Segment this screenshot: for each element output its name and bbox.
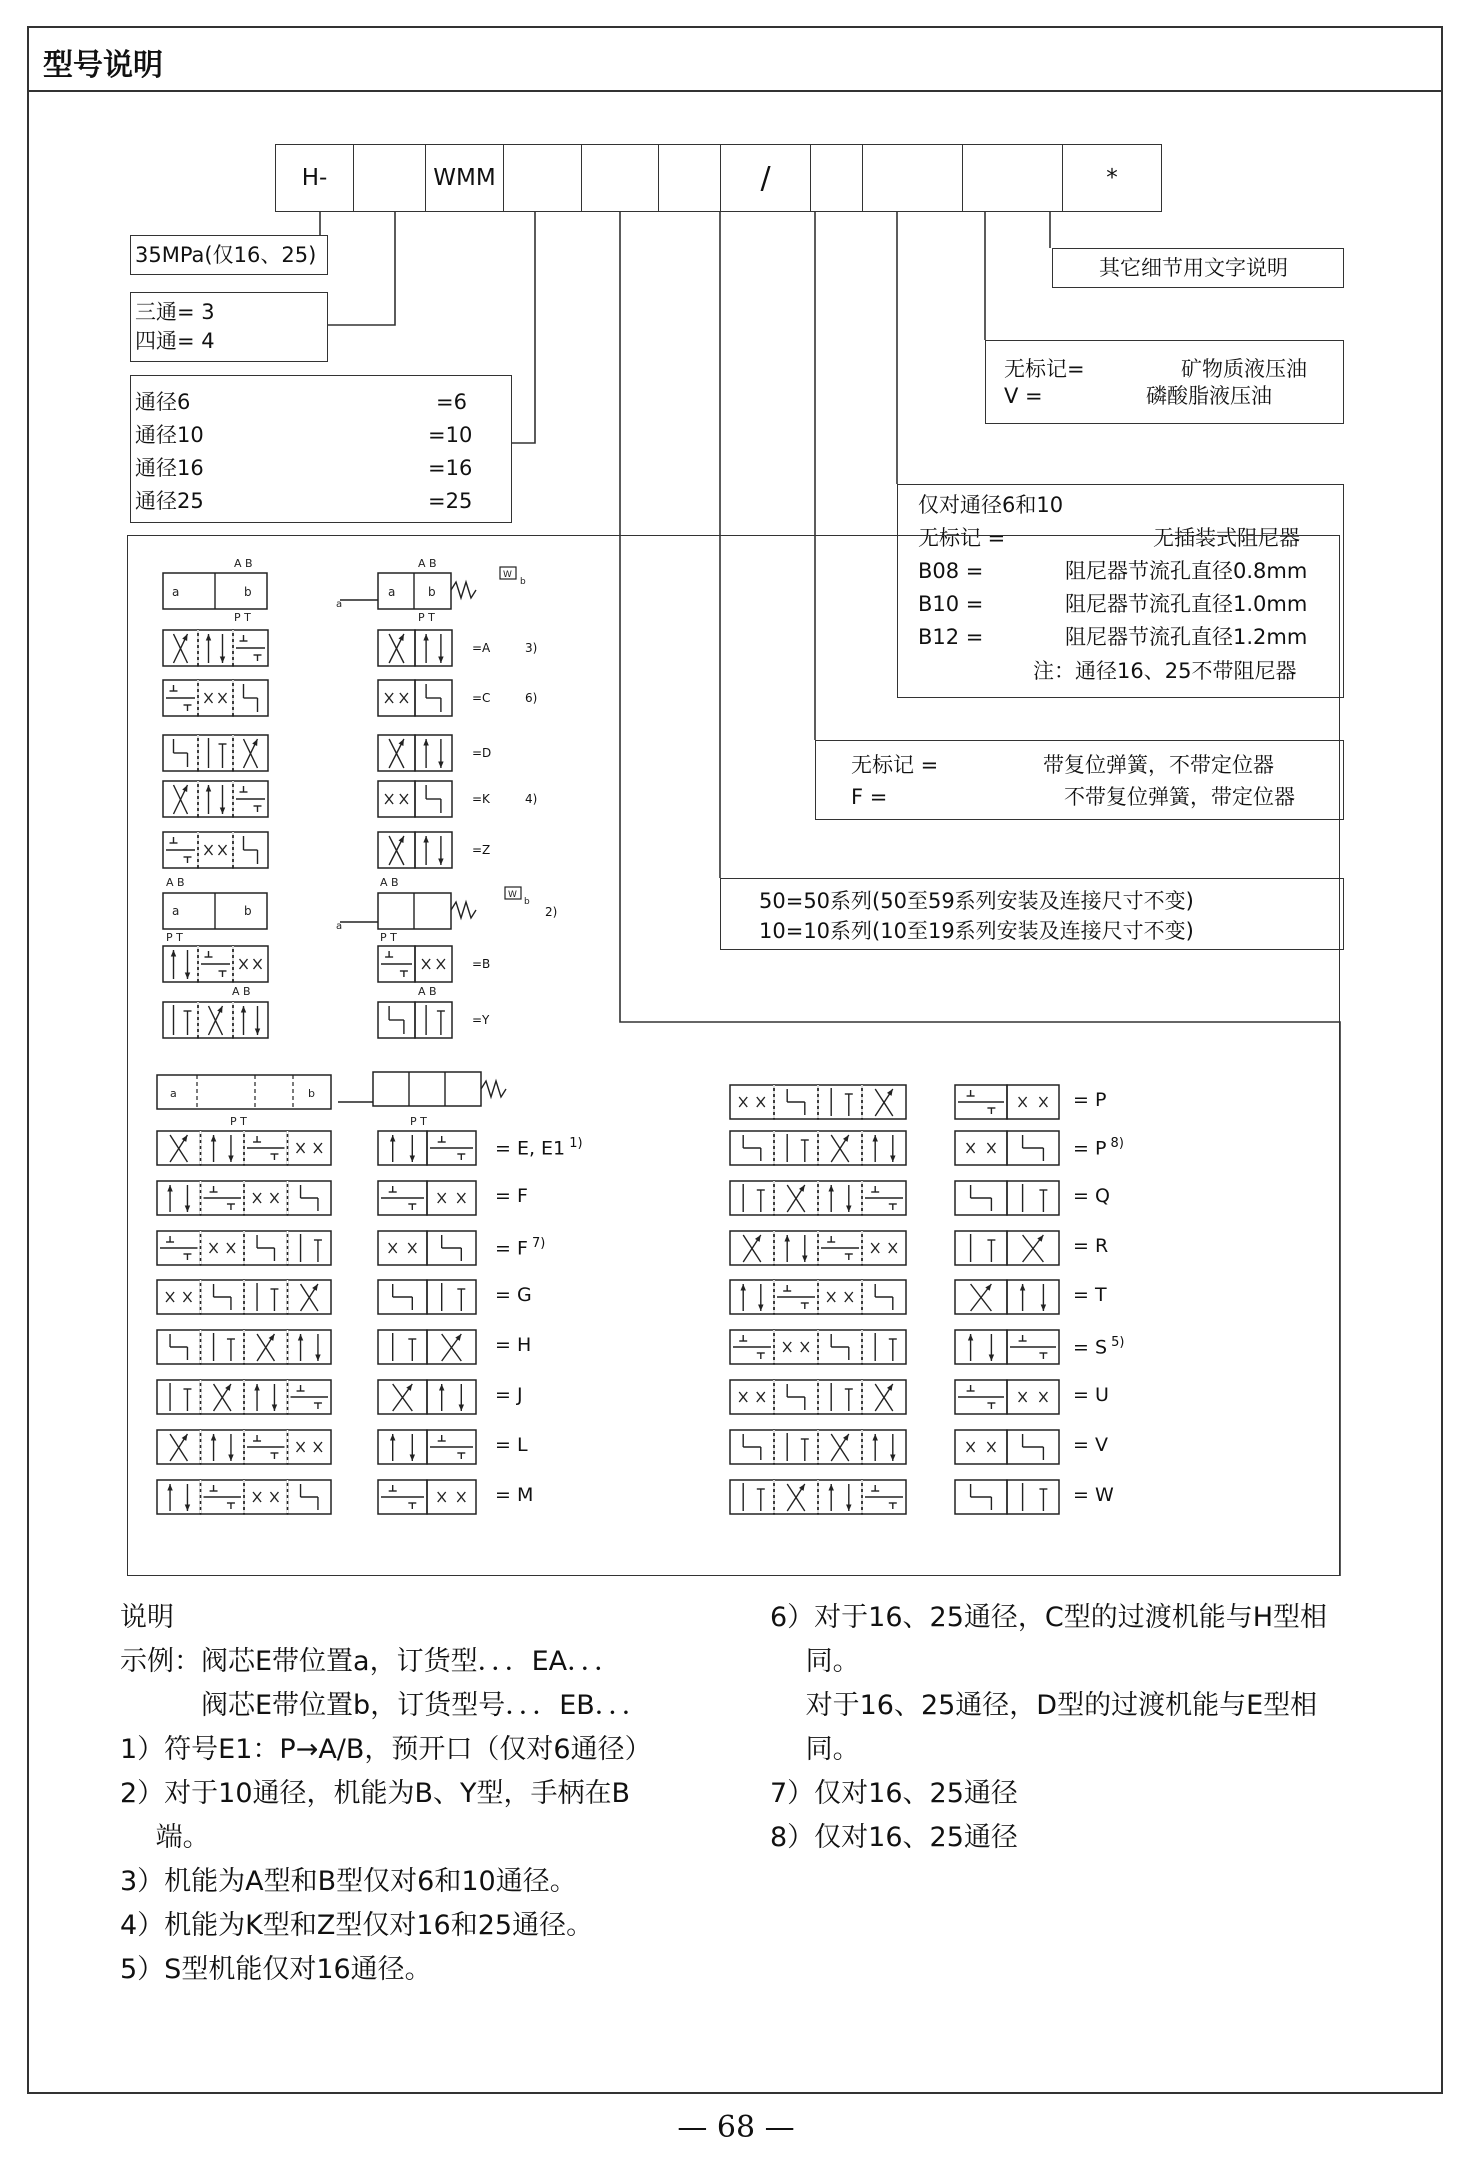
ways-line-4: 四通= 4: [135, 329, 215, 353]
page-number: — 68 —: [677, 2110, 795, 2145]
size-code: =6: [436, 390, 467, 414]
spool-code-label: = G: [495, 1284, 532, 1306]
orifice-value: 阻尼器节流孔直径0.8mm: [1065, 559, 1308, 583]
note-line: 7）仅对16、25通径: [770, 1778, 1018, 1809]
spool-code-label: = M: [495, 1484, 534, 1506]
page-title: 型号说明: [43, 48, 163, 83]
spring-symbol: [481, 1081, 506, 1097]
pos-a-label: a: [172, 585, 180, 599]
size-label: 通径10: [135, 423, 204, 447]
size-label: 通径6: [135, 390, 191, 414]
orifice-value: 无插装式阻尼器: [1153, 526, 1300, 550]
spool-note-label: 2): [545, 905, 558, 919]
pos-a-label: a: [172, 904, 180, 918]
spool-note-label: 6): [525, 691, 538, 705]
notes-right: [770, 1596, 1327, 1860]
size-code: =16: [428, 456, 473, 480]
spool-code-label: = F $^{7)}$: [495, 1236, 546, 1260]
code-cell-prefix: H-: [275, 144, 354, 212]
orifice-label: 无标记 =: [918, 526, 1006, 550]
spool-code-label: = Q: [1073, 1185, 1110, 1207]
spool-code-label: =D: [472, 746, 492, 760]
lever-label: a: [336, 599, 343, 610]
fluid-label: 无标记=: [1004, 357, 1085, 381]
spool-code-label: =K: [472, 792, 490, 806]
size-code: =25: [428, 489, 473, 513]
note-line: 同。: [770, 1646, 860, 1677]
pos-b-label: b: [244, 904, 252, 918]
spool-code-label: =C: [472, 691, 491, 705]
note-line: 6）对于16、25通径，C型的过渡机能与H型相: [770, 1602, 1328, 1633]
detent-label: 无标记 =: [851, 753, 939, 777]
port-pt-label: P T: [418, 611, 435, 624]
pos-a-label: a: [388, 585, 396, 599]
size-code: =10: [428, 423, 473, 447]
note-line: 5）S型机能仅对16通径。: [120, 1954, 432, 1985]
other-details-text: 其它细节用文字说明: [1099, 256, 1288, 280]
orifice-value: 阻尼器节流孔直径1.0mm: [1065, 592, 1308, 616]
pos-b-label: b: [428, 585, 436, 599]
note-line: 1）符号E1：P→A/B，预开口（仅对6通径）: [120, 1734, 652, 1765]
orifice-label: B12 =: [918, 625, 984, 649]
fluid-value: 磷酸脂液压油: [1146, 384, 1272, 408]
spring-symbol: [451, 902, 476, 918]
note-line: 同。: [770, 1734, 860, 1765]
notes-left: [120, 1596, 652, 1992]
spring-label: b: [524, 897, 530, 907]
series-line: 50=50系列(50至59系列安装及连接尺寸不变): [759, 889, 1194, 913]
spool-code-label: = S $^{5)}$: [1073, 1335, 1125, 1359]
spool-code-label: = E, E1 $^{1)}$: [495, 1136, 583, 1160]
note-line: 端。: [120, 1822, 210, 1853]
port-ab-label: A B: [166, 876, 185, 889]
pos-b-label: b: [308, 1087, 315, 1100]
note-line: 示例：阀芯E带位置a，订货型．．．EA．．．: [120, 1646, 622, 1677]
orifice-note: 注：通径16、25不带阻尼器: [1033, 659, 1297, 683]
code-cell-ways: WMM: [425, 144, 504, 212]
spring-box-label: W: [508, 890, 517, 900]
port-ab-label: A B: [234, 557, 253, 570]
spring-symbol: [451, 582, 476, 598]
spring-box-label: W: [503, 570, 512, 580]
port-pt-label: P T: [380, 931, 397, 944]
spool-code-label: = L: [495, 1434, 528, 1456]
series-line: 10=10系列(10至19系列安装及连接尺寸不变): [759, 919, 1194, 943]
spool-code-label: = H: [495, 1334, 532, 1356]
port-ab-label: A B: [380, 876, 399, 889]
port-pt-label: P T: [410, 1115, 427, 1128]
lever-label: a: [336, 921, 343, 932]
fluid-label: V =: [1004, 384, 1043, 408]
port-ab-label: A B: [418, 557, 437, 570]
size-label: 通径16: [135, 456, 204, 480]
note-line: 3）机能为A型和B型仅对6和10通径。: [120, 1866, 577, 1897]
note-line: 阀芯E带位置b，订货型号．．．EB．．．: [120, 1690, 649, 1721]
size-label: 通径25: [135, 489, 204, 513]
spool-code-label: = V: [1073, 1434, 1108, 1456]
spool-code-label: = U: [1073, 1384, 1109, 1406]
pos-a-label: a: [170, 1087, 177, 1100]
spool-code-label: = W: [1073, 1484, 1114, 1506]
code-cell-other: *: [1062, 144, 1162, 212]
port-ab-label: A B: [232, 985, 251, 998]
note-line: 对于16、25通径，D型的过渡机能与E型相: [770, 1690, 1318, 1721]
notes-heading: 说明: [120, 1602, 174, 1633]
orifice-label: B10 =: [918, 592, 984, 616]
code-cell-slash: /: [720, 144, 811, 212]
pos-b-label: b: [244, 585, 252, 599]
note-line: 4）机能为K型和Z型仅对16和25通径。: [120, 1910, 594, 1941]
note-line: 2）对于10通径，机能为B、Y型，手柄在B: [120, 1778, 631, 1809]
spool-code-label: =Z: [472, 843, 491, 857]
port-pt-label: P T: [166, 931, 183, 944]
spool-code-label: =A: [472, 641, 491, 655]
spool-note-label: 4): [525, 792, 538, 806]
spool-code-label: = R: [1073, 1235, 1109, 1257]
port-pt-label: P T: [230, 1115, 247, 1128]
detent-value: 不带复位弹簧，带定位器: [1064, 785, 1295, 809]
orifice-title: 仅对通径6和10: [918, 493, 1064, 517]
note-line: 8）仅对16、25通径: [770, 1822, 1018, 1853]
pressure-line: 35MPa(仅16、25): [135, 243, 317, 267]
detent-value: 带复位弹簧，不带定位器: [1043, 753, 1274, 777]
spool-code-label: = P $^{8)}$: [1073, 1136, 1124, 1160]
port-pt-label: P T: [234, 611, 251, 624]
spool-code-label: = T: [1073, 1284, 1107, 1306]
fluid-value: 矿物质液压油: [1181, 357, 1307, 381]
spool-code-label: = J: [495, 1384, 523, 1406]
orifice-value: 阻尼器节流孔直径1.2mm: [1065, 625, 1308, 649]
port-ab-label: A B: [418, 985, 437, 998]
spool-code-label: = F: [495, 1185, 528, 1207]
orifice-label: B08 =: [918, 559, 984, 583]
spool-code-label: =B: [472, 957, 491, 971]
spool-code-label: = P: [1073, 1089, 1107, 1111]
ways-line-3: 三通= 3: [135, 300, 215, 324]
detent-label: F =: [851, 785, 888, 809]
spool-code-label: =Y: [472, 1013, 490, 1027]
spool-note-label: 3): [525, 641, 538, 655]
spring-label: b: [520, 577, 526, 587]
